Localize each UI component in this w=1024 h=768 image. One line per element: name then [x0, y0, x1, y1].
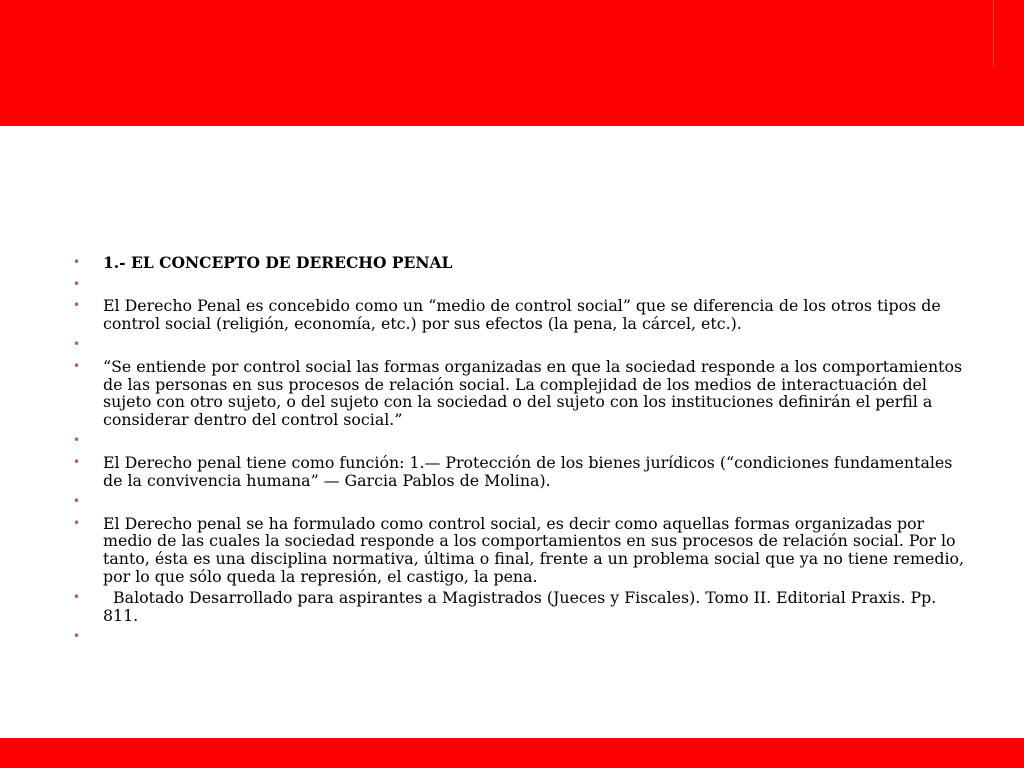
bullet-icon: • — [73, 515, 81, 530]
bullet-item-formulation — [70, 515, 970, 585]
bullet-item-empty — [70, 628, 970, 646]
bullet-icon: • — [73, 494, 81, 509]
bullet-icon: • — [73, 358, 81, 373]
bullet-text: El Derecho Penal es concebido como un “medio de control social” que se diferencia de los otros tipos de control social (religión, economía, etc.) por sus efectos (la pena, la cárcel, etc.). — [103, 296, 941, 333]
bullet-list — [70, 254, 970, 646]
bullet-icon: • — [73, 298, 81, 313]
bullet-item-empty — [70, 493, 970, 511]
bullet-text: El Derecho penal tiene como función: 1.— Protección de los bienes jurídicos (“condiciones fundamentales de la convivencia humana” — Garcia Pablos de Molina). — [103, 452, 953, 490]
bullet-item-function — [70, 454, 970, 489]
bullet-icon: • — [73, 629, 81, 644]
bullet-item-heading — [70, 254, 970, 272]
top-red-band — [0, 0, 1024, 126]
bullet-icon: • — [73, 433, 81, 448]
bullet-icon: • — [73, 454, 81, 469]
bullet-text: “Se entiende por control social las formas organizadas en que la sociedad responde a los comportamientos de las personas en sus procesos de relación social. La complejidad de los medios de interactuación del sujeto con otro sujeto, o del sujeto con la sociedad o del sujeto con los instituciones definirán el perfil a considerar dentro del control social.” — [103, 356, 963, 429]
bullet-item-reference — [70, 589, 970, 624]
bullet-icon: • — [73, 590, 81, 605]
bullet-item-empty — [70, 336, 970, 354]
bullet-icon: • — [73, 337, 81, 352]
section-heading: 1.- EL CONCEPTO DE DERECHO PENAL — [103, 253, 453, 272]
bullet-item-quote — [70, 358, 970, 428]
bottom-red-band — [0, 738, 1024, 768]
bullet-icon: • — [73, 276, 81, 291]
bullet-item-empty — [70, 276, 970, 294]
bullet-item-empty — [70, 432, 970, 450]
slide-content — [70, 254, 970, 650]
bullet-text: El Derecho penal se ha formulado como control social, es decir como aquellas formas organizadas por medio de las cuales la sociedad responde a los comportamientos en sus procesos de relación social. Por lo tanto, ésta es una disciplina normativa, última o final, frente a un problema social que ya no tiene remedio, por lo que sólo queda la represión, el castigo, la pena. — [103, 513, 965, 586]
band-divider-line — [993, 0, 994, 66]
bullet-item-definition — [70, 297, 970, 332]
bullet-text: Balotado Desarrollado para aspirantes a Magistrados (Jueces y Fiscales). Tomo II. Editorial Praxis. Pp. 811. — [103, 588, 942, 625]
bullet-icon: • — [73, 255, 81, 269]
